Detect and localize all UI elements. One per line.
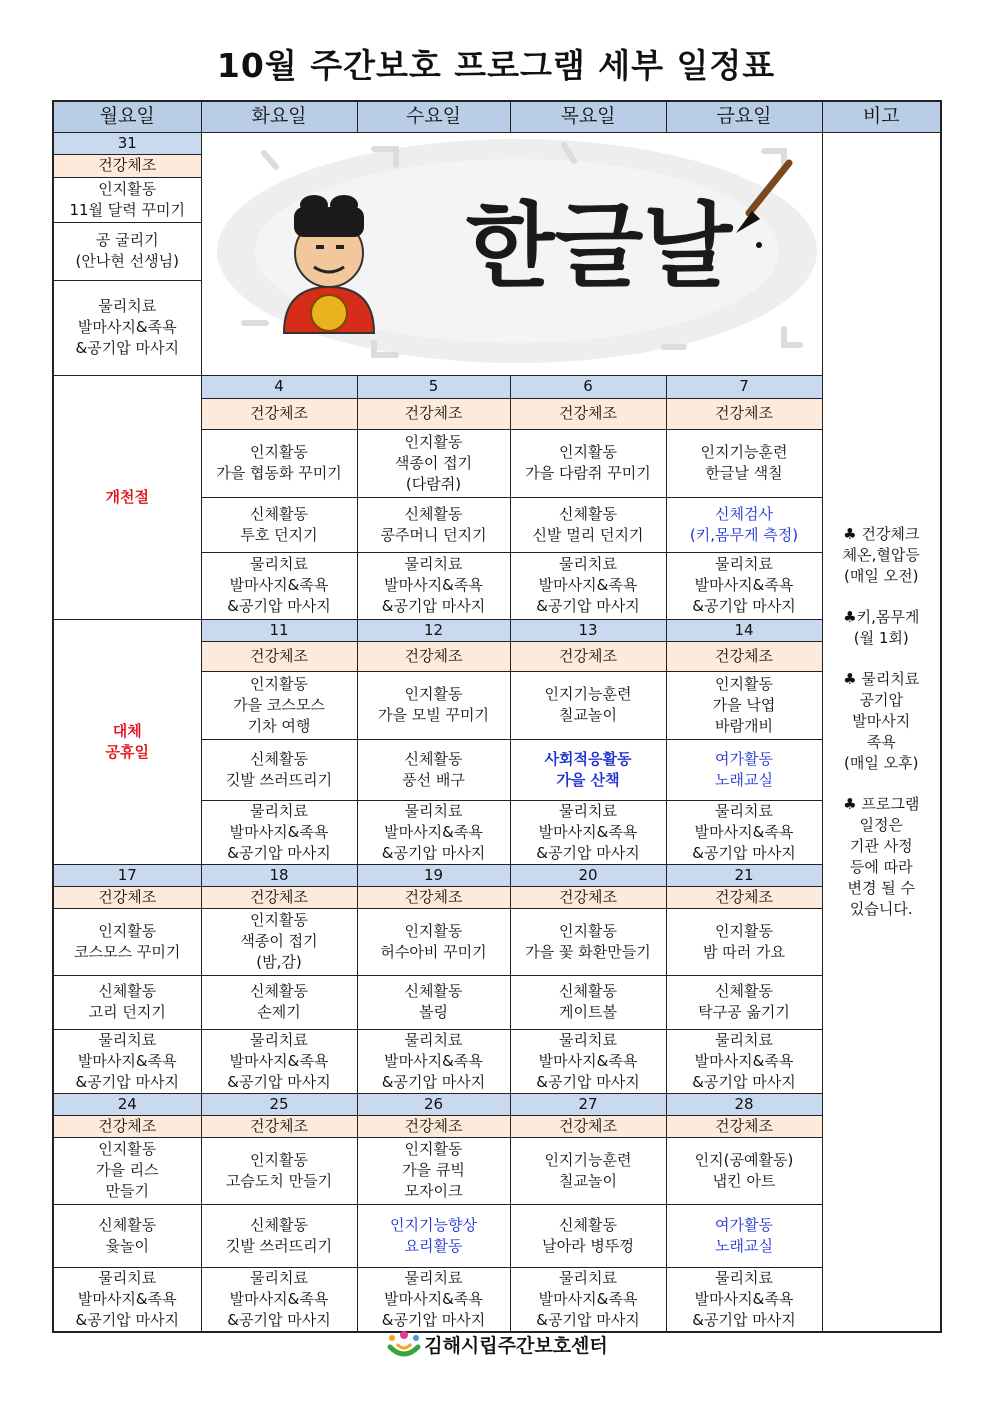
center-name: 김해시립주간보호센터 [424,1334,608,1357]
schedule-table [52,100,942,1333]
physical-activity-cell: 신체활동 콩주머니 던지기 [357,497,510,552]
date-cell: 11 [201,619,357,641]
date-cell: 28 [666,1093,822,1115]
king-sejong-icon [284,195,374,333]
cognitive-activity-cell: 인지활동 11월 달력 꾸미기 [53,177,201,222]
health-exercise-cell: 건강체조 [666,1115,822,1137]
cognitive-activity-cell: 인지(공예활동) 냅킨 아트 [666,1137,822,1204]
therapy-cell: 물리치료 발마사지&족욕 &공기압 마사지 [510,1267,666,1332]
cognitive-activity-cell: 인지활동 가을 큐빅 모자이크 [357,1137,510,1204]
therapy-cell: 물리치료 발마사지&족욕 &공기압 마사지 [510,552,666,619]
therapy-cell: 물리치료 발마사지&족욕 &공기압 마사지 [357,1029,510,1093]
hangul-day-illustration [204,133,823,369]
holiday-gaecheon: 개천절 [53,375,201,619]
cognitive-activity-cell: 인지활동 밤 따러 가요 [666,908,822,975]
header-tue: 화요일 [201,101,357,132]
date-cell: 4 [201,375,357,398]
health-exercise-cell: 건강체조 [201,886,357,908]
therapy-cell: 물리치료 발마사지&족욕 &공기압 마사지 [53,1267,201,1332]
therapy-cell: 물리치료 발마사지&족욕 &공기압 마사지 [201,800,357,864]
therapy-cell: 물리치료 발마사지&족욕 &공기압 마사지 [53,280,201,375]
physical-activity-cell: 신체활동 풍선 배구 [357,739,510,800]
header-mon: 월요일 [53,101,201,132]
therapy-cell: 물리치료 발마사지&족욕 &공기압 마사지 [666,1267,822,1332]
health-exercise-cell: 건강체조 [666,641,822,671]
therapy-cell: 물리치료 발마사지&족욕 &공기압 마사지 [666,552,822,619]
date-cell: 20 [510,864,666,886]
health-exercise-cell: 건강체조 [201,398,357,429]
therapy-cell: 물리치료 발마사지&족욕 &공기압 마사지 [357,800,510,864]
page-title: 10월 주간보호 프로그램 세부 일정표 [216,46,776,85]
date-cell: 7 [666,375,822,398]
header-row [53,101,941,132]
note-program-change: ♣ 프로그램 일정은 기관 사정 등에 따라 변경 될 수 있습니다. [843,794,920,918]
date-cell: 5 [357,375,510,398]
therapy-cell: 물리치료 발마사지&족욕 &공기압 마사지 [201,1029,357,1093]
cognitive-activity-cell: 인지활동 가을 다람쥐 꾸미기 [510,429,666,497]
cognitive-activity-cell: 인지활동 가을 리스 만들기 [53,1137,201,1204]
therapy-cell: 물리치료 발마사지&족욕 &공기압 마사지 [201,1267,357,1332]
cognitive-activity-cell: 인지활동 가을 코스모스 기차 여행 [201,671,357,739]
header-wed: 수요일 [357,101,510,132]
health-exercise-cell: 건강체조 [510,398,666,429]
physical-activity-cell: 신체활동 깃발 쓰러뜨리기 [201,1204,357,1267]
cognitive-activity-cell: 인지활동 가을 모빌 꾸미기 [357,671,510,739]
notes-column [822,132,941,1332]
health-exercise-cell: 건강체조 [53,1115,201,1137]
therapy-cell: 물리치료 발마사지&족욕 &공기압 마사지 [666,800,822,864]
health-exercise-cell: 건강체조 [201,641,357,671]
center-logo-icon [384,1329,424,1359]
social-activity-cell: 사회적응활동 가을 산책 [510,739,666,800]
date-cell: 18 [201,864,357,886]
header-fri: 금요일 [666,101,822,132]
leisure-activity-cell: 여가활동 노래교실 [666,1204,822,1267]
holiday-substitute: 대체 공휴일 [53,619,201,864]
therapy-cell: 물리치료 발마사지&족욕 &공기압 마사지 [357,1267,510,1332]
physical-activity-cell: 공 굴리기 (안나현 선생님) [53,223,201,281]
cognitive-activity-cell: 인지활동 허수아비 꾸미기 [357,908,510,975]
cognitive-activity-cell: 인지활동 가을 꽃 화환만들기 [510,908,666,975]
note-physio: ♣ 물리치료 공기압 발마사지 족욕 (매일 오후) [843,669,920,772]
cognitive-activity-cell: 인지기능훈련 한글날 색칠 [666,429,822,497]
date-cell: 17 [53,864,201,886]
health-exercise-cell: 건강체조 [53,886,201,908]
note-height-weight: ♣키,몸무게 (월 1회) [843,607,920,647]
hangul-day-banner [201,132,822,375]
leisure-activity-cell: 여가활동 노래교실 [666,739,822,800]
physical-activity-cell: 신체활동 손제기 [201,975,357,1029]
health-exercise-cell: 건강체조 [357,398,510,429]
therapy-cell: 물리치료 발마사지&족욕 &공기압 마사지 [53,1029,201,1093]
cognitive-activity-cell: 인지활동 색종이 접기 (밤,감) [201,908,357,975]
health-exercise-cell: 건강체조 [666,886,822,908]
date-cell: 13 [510,619,666,641]
date-cell: 21 [666,864,822,886]
physical-activity-cell: 신체활동 탁구공 옮기기 [666,975,822,1029]
header-note: 비고 [822,101,941,132]
physical-activity-cell: 신체활동 고리 던지기 [53,975,201,1029]
health-exercise-cell: 건강체조 [357,641,510,671]
header-thu: 목요일 [510,101,666,132]
footer [0,1328,992,1360]
cognitive-activity-cell: 인지활동 가을 협동화 꾸미기 [201,429,357,497]
therapy-cell: 물리치료 발마사지&족욕 &공기압 마사지 [357,552,510,619]
health-exercise-cell: 건강체조 [201,1115,357,1137]
health-exercise-cell: 건강체조 [53,155,201,178]
therapy-cell: 물리치료 발마사지&족욕 &공기압 마사지 [666,1029,822,1093]
date-cell: 26 [357,1093,510,1115]
health-exercise-cell: 건강체조 [666,398,822,429]
date-cell: 24 [53,1093,201,1115]
cognitive-activity-cell: 인지기능훈련 칠교놀이 [510,1137,666,1204]
date-cell: 31 [53,132,201,155]
date-cell: 25 [201,1093,357,1115]
cognitive-activity-cell: 인지활동 가을 낙엽 바람개비 [666,671,822,739]
cognitive-activity-cell: 인지활동 색종이 접기 (다람쥐) [357,429,510,497]
cognitive-activity-cell: 인지기능훈련 칠교놀이 [510,671,666,739]
therapy-cell: 물리치료 발마사지&족욕 &공기압 마사지 [201,552,357,619]
health-exercise-cell: 건강체조 [510,641,666,671]
physical-activity-cell: 신체활동 윷놀이 [53,1204,201,1267]
physical-activity-cell: 신체활동 신발 멀리 던지기 [510,497,666,552]
hangul-day-text: 한글날 [465,192,732,300]
physical-activity-cell: 신체활동 볼링 [357,975,510,1029]
therapy-cell: 물리치료 발마사지&족욕 &공기압 마사지 [510,1029,666,1093]
health-exercise-cell: 건강체조 [357,886,510,908]
health-checkup-cell: 신체검사 (키,몸무게 측정) [666,497,822,552]
date-cell: 12 [357,619,510,641]
physical-activity-cell: 신체활동 투호 던지기 [201,497,357,552]
physical-activity-cell: 신체활동 게이트볼 [510,975,666,1029]
note-health-check: ♣ 건강체크 체온,혈압등 (매일 오전) [842,524,920,585]
physical-activity-cell: 신체활동 날아라 병뚜껑 [510,1204,666,1267]
health-exercise-cell: 건강체조 [510,1115,666,1137]
date-cell: 27 [510,1093,666,1115]
date-cell: 6 [510,375,666,398]
health-exercise-cell: 건강체조 [357,1115,510,1137]
physical-activity-cell: 신체활동 깃발 쓰러뜨리기 [201,739,357,800]
cognitive-activity-cell: 인지활동 코스모스 꾸미기 [53,908,201,975]
therapy-cell: 물리치료 발마사지&족욕 &공기압 마사지 [510,800,666,864]
cooking-activity-cell: 인지기능향상 요리활동 [357,1204,510,1267]
date-cell: 14 [666,619,822,641]
date-cell: 19 [357,864,510,886]
health-exercise-cell: 건강체조 [510,886,666,908]
cognitive-activity-cell: 인지활동 고슴도치 만들기 [201,1137,357,1204]
